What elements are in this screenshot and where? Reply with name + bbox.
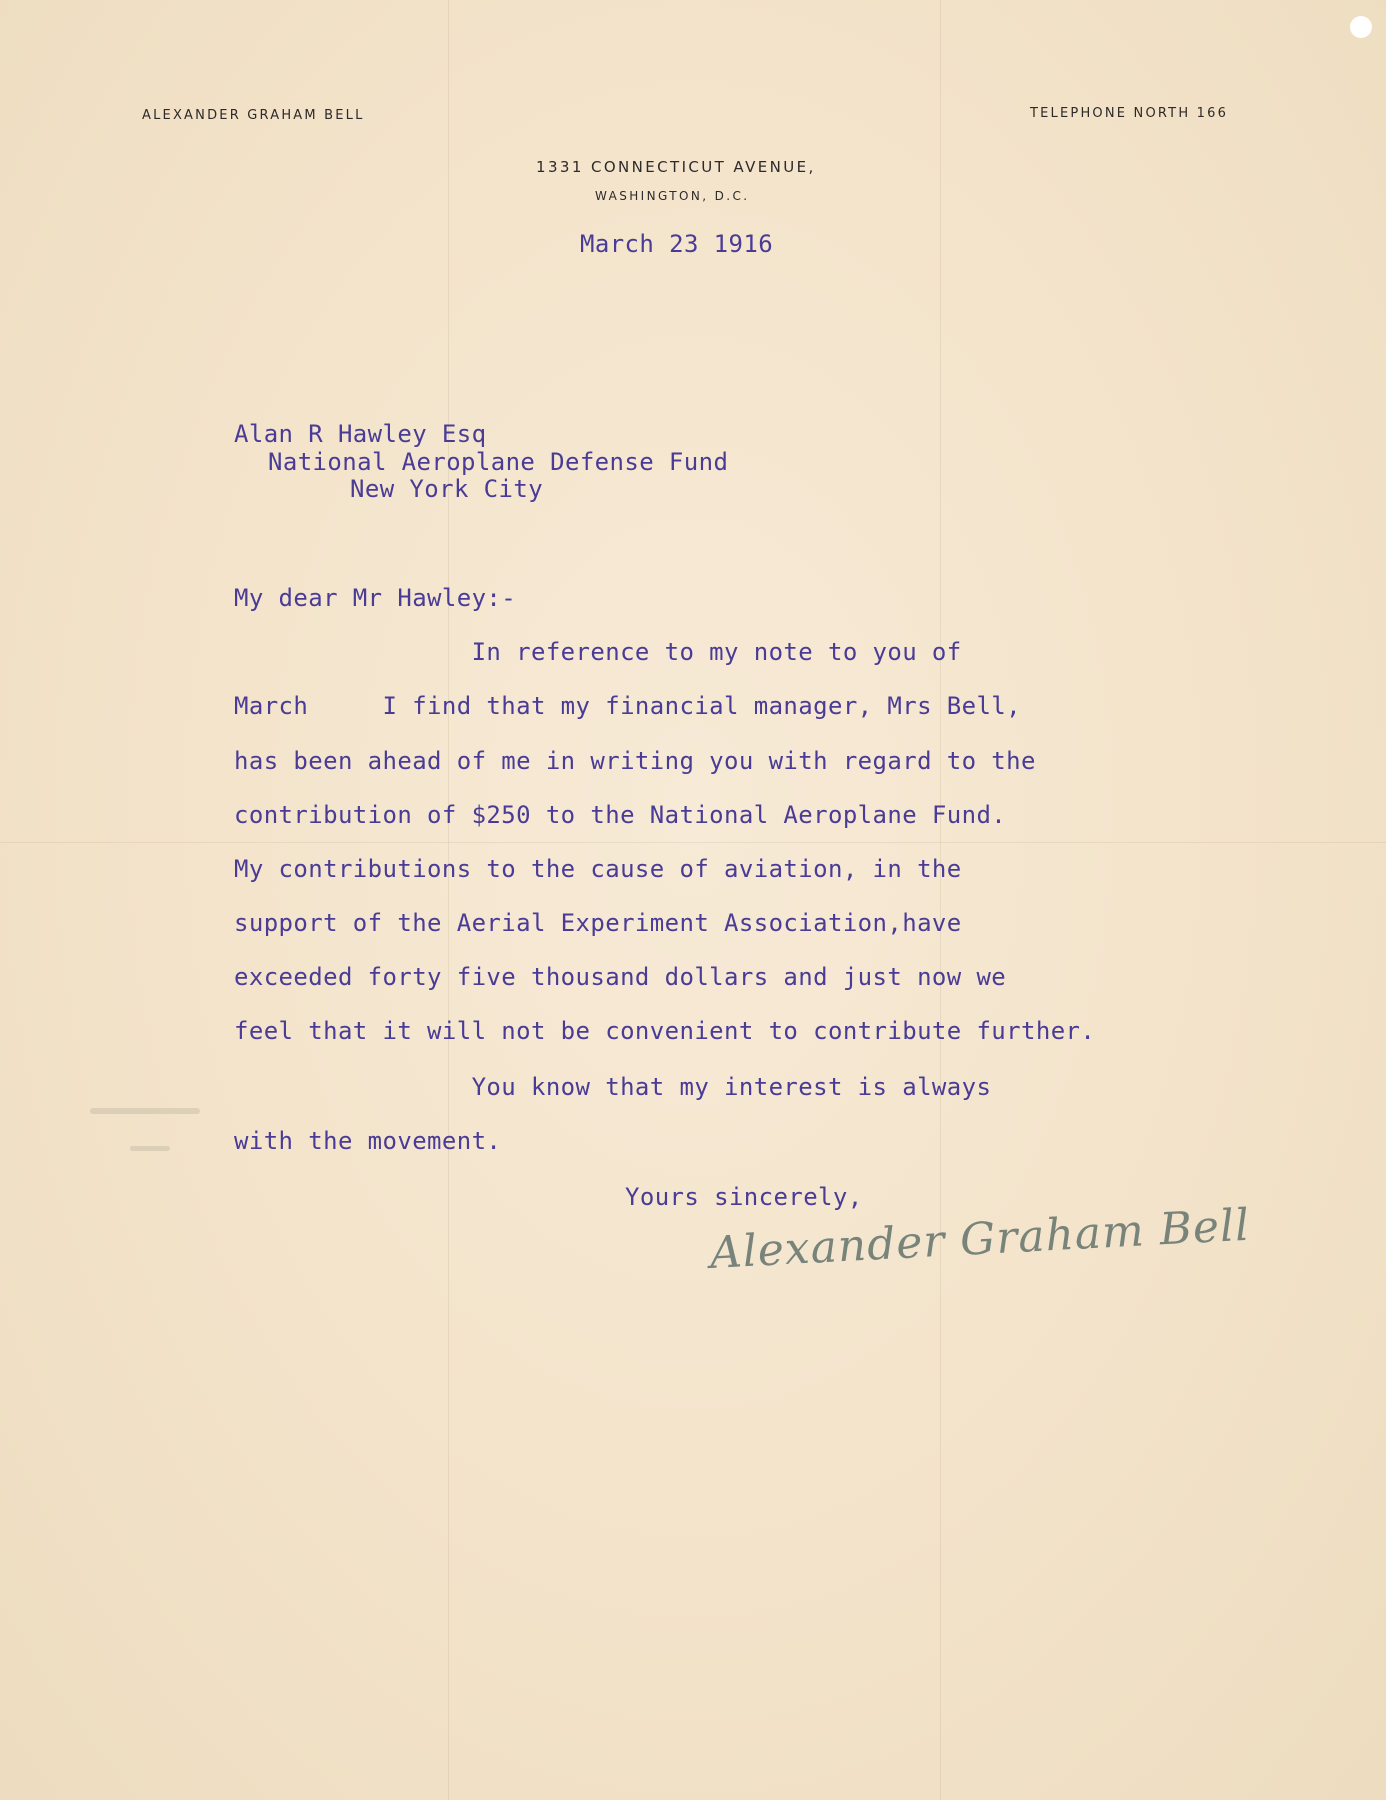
body-line: contribution of $250 to the National Aeroplane Fund. (234, 801, 1007, 829)
recipient-city: New York City (350, 475, 544, 503)
closing: Yours sincerely, (625, 1183, 863, 1211)
fold-line-vertical-right (940, 0, 941, 1800)
letterhead-address-street: 1331 CONNECTICUT AVENUE, (536, 158, 816, 176)
paper-corner-notch (1350, 16, 1372, 38)
body-line: March I find that my financial manager, Mrs Bell, (234, 692, 1022, 720)
fold-line-horizontal (0, 842, 1386, 843)
recipient-name: Alan R Hawley Esq (234, 420, 487, 448)
letterhead-name: ALEXANDER GRAHAM BELL (142, 108, 365, 123)
signature: Alexander Graham Bell (708, 1199, 1252, 1279)
letter-date: March 23 1916 (580, 230, 774, 258)
paper-smudge (90, 1108, 200, 1114)
body-line: My contributions to the cause of aviation, in the (234, 855, 962, 883)
salutation: My dear Mr Hawley:- (234, 584, 517, 612)
fold-line-vertical-left (448, 0, 449, 1800)
letterhead-telephone: TELEPHONE NORTH 166 (1030, 106, 1229, 121)
body-line: You know that my interest is always (234, 1073, 992, 1101)
body-line: feel that it will not be convenient to contribute further. (234, 1017, 1096, 1045)
body-line: with the movement. (234, 1127, 502, 1155)
paper-smudge (130, 1146, 170, 1151)
body-line: has been ahead of me in writing you with regard to the (234, 747, 1036, 775)
body-line: support of the Aerial Experiment Association,have (234, 909, 962, 937)
letterhead-address-city: WASHINGTON, D.C. (595, 189, 750, 203)
recipient-organization: National Aeroplane Defense Fund (268, 448, 729, 476)
body-line: exceeded forty five thousand dollars and just now we (234, 963, 1007, 991)
body-line: In reference to my note to you of (234, 638, 962, 666)
